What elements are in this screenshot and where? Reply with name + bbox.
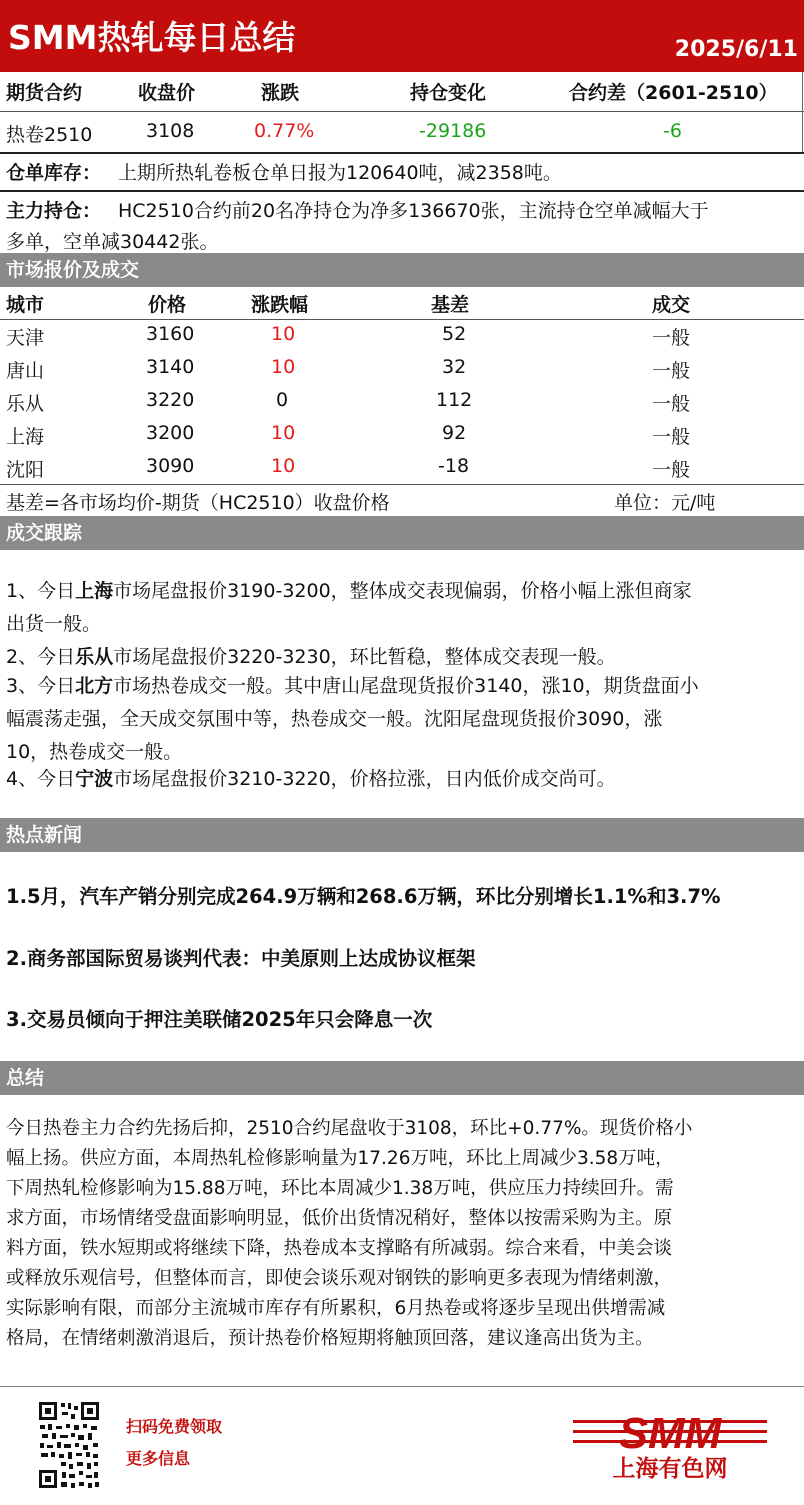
tracking-item-4 [6, 763, 800, 796]
market-price: 3160 [146, 323, 195, 345]
market-deal: 一般 [652, 426, 691, 448]
market-city: 上海 [6, 426, 45, 448]
market-city: 乐从 [6, 393, 45, 415]
footer-cta-line2: 更多信息 [126, 1449, 191, 1468]
news-item: 3.交易员倾向于押注美联储2025年只会降息一次 [6, 1008, 433, 1031]
tracking-prefix: 4、今日 [6, 768, 76, 790]
unit-note: 单位：元/吨 [614, 492, 716, 514]
market-deal: 一般 [652, 393, 691, 415]
market-basis: 112 [436, 389, 473, 411]
footer-cta-line1: 扫码免费领取 [126, 1417, 223, 1436]
futures-data-row [0, 120, 804, 150]
market-change: 10 [271, 455, 296, 477]
tracking-text: 幅震荡走强，全天成交氛围中等，热卷成交一般。沈阳尾盘现货报价3090，涨 [6, 708, 663, 730]
market-basis: -18 [438, 455, 470, 477]
market-deal: 一般 [652, 360, 691, 382]
futures-change: 0.77% [254, 120, 315, 142]
section-bar-market: 市场报价及成交 [0, 253, 804, 287]
tracking-prefix: 3、今日 [6, 675, 76, 697]
position-text-1: HC2510合约前20名净持仓为净多136670张，主流持仓空单减幅大于 [118, 200, 709, 222]
market-price: 3220 [146, 389, 195, 411]
summary-line: 格局，在情绪刺激消退后，预计热卷价格短期将触顶回落，建议逢高出货为主。 [6, 1328, 654, 1349]
futures-close: 3108 [146, 120, 195, 142]
market-col-price: 价格 [148, 294, 187, 316]
market-deal: 一般 [652, 327, 691, 349]
futures-oi-change: -29186 [419, 120, 487, 142]
tracking-prefix: 2、今日 [6, 646, 76, 668]
market-basis: 32 [442, 356, 467, 378]
market-price: 3090 [146, 455, 195, 477]
tracking-item-3 [6, 670, 800, 769]
summary-line: 今日热卷主力合约先扬后抑，2510合约尾盘收于3108，环比+0.77%。现货价格小 [6, 1118, 693, 1139]
market-city: 天津 [6, 327, 45, 349]
section-bar-tracking: 成交跟踪 [0, 516, 804, 550]
smm-logo-icon [573, 1410, 767, 1480]
position-label: 主力持仓： [6, 200, 102, 222]
basis-note: 基差=各市场均价-期货（HC2510）收盘价格 [6, 492, 390, 514]
divider [0, 190, 804, 192]
market-basis: 52 [442, 323, 467, 345]
market-city: 沈阳 [6, 459, 45, 481]
futures-col-contract: 期货合约 [6, 82, 83, 104]
market-change: 10 [271, 356, 296, 378]
tracking-city: 上海 [75, 580, 114, 602]
market-col-city: 城市 [6, 294, 45, 316]
summary-line: 幅上扬。供应方面，本周热轧检修影响量为17.26万吨，环比上周减少3.58万吨， [6, 1148, 674, 1169]
tracking-city: 北方 [75, 675, 114, 697]
tracking-text: 市场热卷成交一般。其中唐山尾盘现货报价3140，涨10，期货盘面小 [113, 675, 699, 697]
market-change: 0 [276, 389, 289, 411]
market-col-basis: 基差 [431, 294, 470, 316]
summary-line: 料方面，铁水短期或将继续下降，热卷成本支撑略有所减弱。综合来看，中美会谈 [6, 1238, 673, 1259]
qr-code-icon[interactable] [38, 1400, 100, 1490]
warehouse-label: 仓单库存： [6, 162, 102, 184]
market-price: 3200 [146, 422, 195, 444]
summary-text [6, 1114, 800, 1354]
divider [0, 152, 804, 154]
divider [0, 484, 804, 485]
futures-col-close: 收盘价 [138, 82, 196, 104]
news-item: 1.5月，汽车产销分别完成264.9万辆和268.6万辆，环比分别增长1.1%和3.7% [6, 885, 721, 908]
futures-col-change: 涨跌 [261, 82, 300, 104]
market-change: 10 [271, 422, 296, 444]
section-bar-summary: 总结 [0, 1061, 804, 1095]
news-item: 2.商务部国际贸易谈判代表：中美原则上达成协议框架 [6, 947, 476, 970]
position-text-2: 多单，空单减30442张。 [6, 231, 219, 253]
market-price: 3140 [146, 356, 195, 378]
market-basis: 92 [442, 422, 467, 444]
tracking-text: 市场尾盘报价3220-3230，环比暂稳，整体成交表现一般。 [113, 646, 616, 668]
tracking-prefix: 1、今日 [6, 580, 76, 602]
futures-col-oi: 持仓变化 [410, 82, 487, 104]
warehouse-text: 上期所热轧卷板仓单日报为120640吨，减2358吨。 [118, 162, 562, 184]
futures-header-row [0, 78, 804, 110]
futures-contract: 热卷2510 [6, 124, 93, 146]
futures-spread: -6 [663, 120, 682, 142]
section-bar-news: 热点新闻 [0, 818, 804, 852]
tracking-text: 10，热卷成交一般。 [6, 741, 183, 763]
market-city: 唐山 [6, 360, 45, 382]
market-change: 10 [271, 323, 296, 345]
summary-line: 下周热轧检修影响为15.88万吨，环比本周减少1.38万吨，供应压力持续回升。需 [6, 1178, 674, 1199]
logo-text: SMM [618, 1410, 722, 1458]
summary-line: 实际影响有限，而部分主流城市库存有所累积，6月热卷或将逐步呈现出供增需减 [6, 1298, 666, 1319]
summary-line: 或释放乐观信号，但整体而言，即使会谈乐观对钢铁的影响更多表现为情绪刺激， [6, 1268, 673, 1289]
tracking-text: 市场尾盘报价3210-3220，价格拉涨，日内低价成交尚可。 [113, 768, 616, 790]
market-deal: 一般 [652, 459, 691, 481]
tracking-text: 出货一般。 [6, 613, 102, 635]
divider [0, 1386, 804, 1387]
tracking-text: 市场尾盘报价3190-3200，整体成交表现偏弱，价格小幅上涨但商家 [113, 580, 692, 602]
summary-line: 求方面，市场情绪受盘面影响明显，低价出货情况稍好，整体以按需采购为主。原 [6, 1208, 673, 1229]
divider [0, 111, 804, 112]
tracking-city: 宁波 [75, 768, 114, 790]
tracking-item-1 [6, 575, 800, 641]
page-header [0, 0, 804, 72]
market-col-change: 涨跌幅 [251, 294, 309, 316]
logo-subtext: 上海有色网 [612, 1456, 728, 1480]
futures-col-spread: 合约差（2601-2510） [569, 82, 778, 104]
report-date: 2025/6/11 [674, 37, 798, 62]
divider [0, 319, 804, 320]
tracking-city: 乐从 [75, 646, 114, 668]
page-title: SMM热轧每日总结 [8, 18, 296, 57]
market-col-deal: 成交 [652, 294, 691, 316]
